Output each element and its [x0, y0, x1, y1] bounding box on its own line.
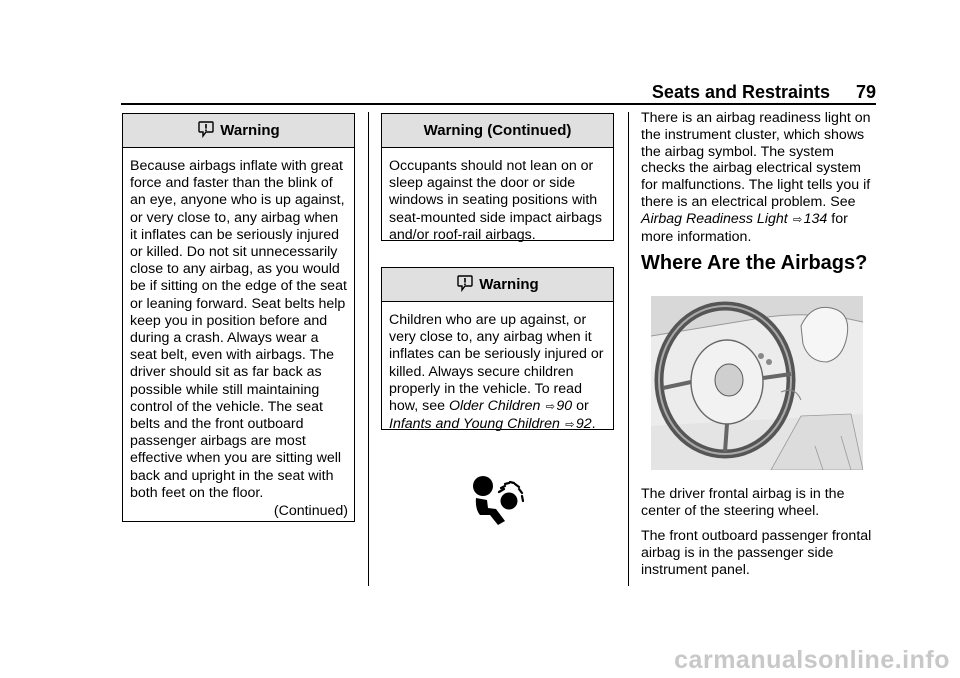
continued-label: (Continued): [273, 503, 348, 520]
column-divider-1: [368, 112, 369, 586]
page-ref-arrow-icon: ⇨: [793, 213, 803, 226]
warning-continued-title: Warning (Continued): [423, 122, 572, 139]
driver-airbag-paragraph: The driver frontal airbag is in the center of the steering wheel.: [641, 486, 845, 519]
airbag-readiness-light-link[interactable]: Airbag Readiness Light: [641, 210, 788, 227]
header-rule: [121, 103, 876, 105]
airbag-readiness-symbol-icon: [472, 473, 528, 529]
warning-continued-body: [382, 148, 613, 244]
or-text: or: [576, 398, 589, 415]
airbag-readiness-light-page: 134: [803, 210, 828, 227]
warning-title: Warning: [220, 122, 280, 139]
warning-body: [123, 148, 354, 520]
sentence-period: .: [591, 416, 596, 433]
infants-children-page: 92: [575, 416, 592, 433]
page-ref-arrow-icon: ⇨: [565, 419, 575, 432]
readiness-light-paragraph: [641, 110, 873, 245]
page-number: 79: [855, 82, 876, 102]
warning-continued-header: [382, 114, 613, 148]
section-title: Seats and Restraints: [651, 82, 830, 102]
warning-icon: [456, 274, 474, 292]
warning-continued-text: Occupants should not lean on or sleep against the door or side windows in seating positions with seat-mounted side impact airbags and/or roof-rail airbags.: [389, 158, 602, 243]
watermark: carmanualsonline.info: [674, 646, 950, 674]
column-divider-2: [628, 112, 629, 586]
warning-box-header: [123, 114, 354, 148]
older-children-page: 90: [556, 398, 573, 415]
readiness-light-tail: for more information.: [641, 210, 848, 245]
children-warning-header: [382, 268, 613, 302]
children-warning-title: Warning: [479, 276, 539, 293]
airbag-location-heading: Where Are the Airbags?: [641, 252, 868, 274]
warning-continued-box: [381, 113, 614, 241]
children-warning-body: [382, 302, 613, 434]
warning-icon: [197, 120, 215, 138]
children-warning-text: Children who are up against, or very close to, any airbag when it inflates can be seriously injured or killed. Always secure children properly in the vehicle. To read how, see: [389, 312, 604, 415]
warning-text: Because airbags inflate with great force and faster than the blink of an eye, anyone who is up against, or very close to, any airbag when it inflates can be seriously injured or killed. Do not sit unnecessarily close to any airbag, as you would be if sitting on the edge of the seat or leaning forward. Seat belts help keep you in position before and during a crash. Always wear a seat belt, even with airbags. The driver should sit as far back as possible while still maintaining control of the vehicle. The seat belts and the front outboard passenger airbags are most effective when you are sitting well back and upright in the seat with both feet on the floor.: [130, 158, 347, 501]
passenger-airbag-paragraph: The front outboard passenger frontal airbag is in the passenger side instrument panel.: [641, 528, 872, 578]
steering-wheel-airbag-illustration: [651, 296, 863, 470]
readiness-light-text: There is an airbag readiness light on the instrument cluster, which shows the airbag symbol. The system checks the airbag electrical system for malfunctions. The light tells you if there is an electrical problem. See: [641, 110, 871, 210]
older-children-link[interactable]: Older Children: [448, 398, 541, 415]
infants-children-link[interactable]: Infants and Young Children: [389, 416, 560, 433]
children-warning-box: [381, 267, 614, 433]
warning-box: [122, 113, 355, 522]
page-ref-arrow-icon: ⇨: [545, 401, 556, 414]
